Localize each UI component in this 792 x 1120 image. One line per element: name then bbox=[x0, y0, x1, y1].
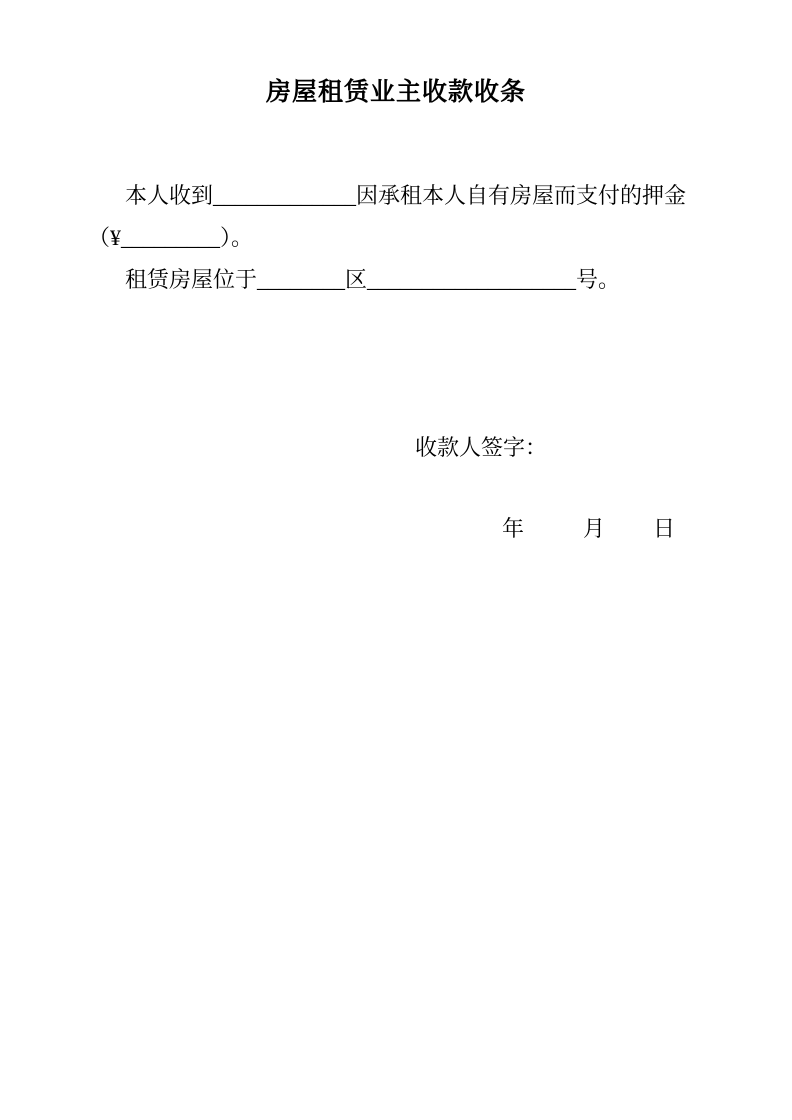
document-title: 房屋租赁业主收款收条 bbox=[265, 79, 526, 106]
paragraph-line-2 bbox=[88, 225, 253, 251]
year-label: 年 bbox=[502, 516, 525, 541]
property-location-text: 租赁房屋位于 bbox=[125, 267, 258, 292]
deposit-amount-blank: _________ bbox=[121, 225, 221, 250]
day-label: 日 bbox=[653, 516, 676, 541]
address-number-blank: ___________________ bbox=[367, 267, 577, 292]
paragraph-line-3 bbox=[125, 267, 620, 293]
month-label: 月 bbox=[583, 516, 606, 541]
amount-close-paren-text: ）。 bbox=[220, 225, 254, 250]
deposit-purpose-text: 因承租本人自有房屋而支付的押金 bbox=[356, 183, 687, 208]
amount-open-paren-text: （¥ bbox=[88, 225, 122, 250]
paragraph-line-1 bbox=[125, 183, 686, 209]
payee-signature-label: 收款人签字： bbox=[415, 435, 548, 460]
received-from-text: 本人收到 bbox=[125, 183, 214, 208]
number-suffix-text: 号。 bbox=[576, 267, 621, 292]
district-suffix-text: 区 bbox=[345, 267, 368, 292]
district-blank: ________ bbox=[257, 267, 346, 292]
payer-name-blank: _____________ bbox=[213, 183, 357, 208]
